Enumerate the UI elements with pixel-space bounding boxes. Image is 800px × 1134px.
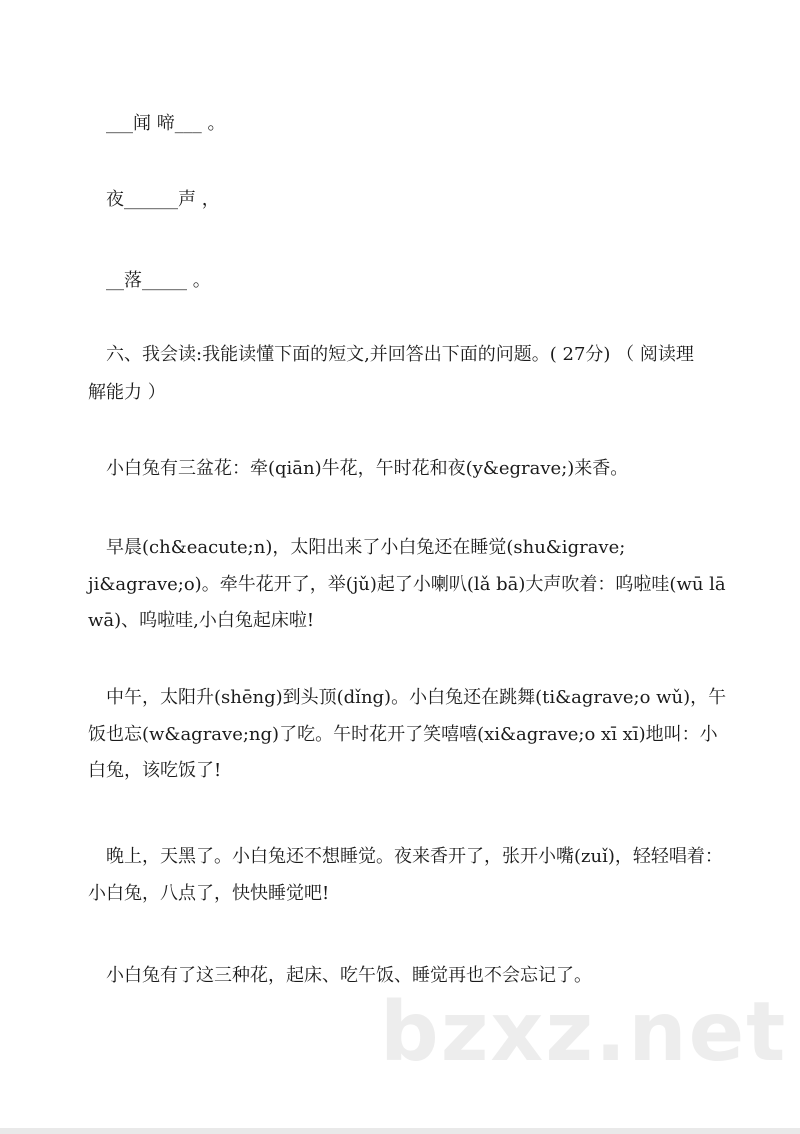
fill-blank-text-3: __落_____ 。 xyxy=(106,270,211,291)
passage-text-5: 小白兔有了这三种花，起床、吃午饭、睡觉再也不会忘记了。 xyxy=(106,965,592,986)
page-bottom-edge xyxy=(0,1128,800,1134)
fill-blank-line-1 xyxy=(88,110,738,138)
section-six-heading xyxy=(88,341,738,369)
section-six-heading-line-1: 六、我会读:我能读懂下面的短文,并回答出下面的问题。( 27分) （ 阅读理 xyxy=(106,344,694,365)
fill-blank-line-2 xyxy=(88,186,738,214)
passage-text-1: 小白兔有三盆花：牵(qiān)牛花，午时花和夜(y&egrave;)来香。 xyxy=(106,458,629,479)
passage-paragraph-2 xyxy=(88,530,728,640)
fill-blank-line-3 xyxy=(88,267,738,295)
section-six-heading-line-2: 解能力 ） xyxy=(88,382,166,403)
passage-text-3: 中午，太阳升(shēng)到头顶(dǐng)。小白兔还在跳舞(ti&agrave;o wǔ)，午饭也忘(w&agrave;ng)了吃。午时花开了笑嘻嘻(xi&agrave;o xī xī)地叫：小白兔，该吃饭了! xyxy=(88,687,727,781)
passage-paragraph-3 xyxy=(88,680,728,790)
section-six-heading-continued xyxy=(88,379,738,407)
passage-text-4: 晚上，天黑了。小白兔还不想睡觉。夜来香开了，张开小嘴(zuǐ)，轻轻唱着：小白兔，八点了，快快睡觉吧! xyxy=(88,846,723,904)
passage-paragraph-1 xyxy=(88,451,728,488)
passage-paragraph-4 xyxy=(88,839,728,912)
fill-blank-text-2: 夜______声 ， xyxy=(106,189,220,210)
watermark-logo: bzxz.net xyxy=(380,985,788,1080)
fill-blank-text-1: ___闻 啼___ 。 xyxy=(106,113,226,134)
passage-text-2: 早晨(ch&eacute;n)，太阳出来了小白兔还在睡觉(shu&igrave; ji&agrave;o)。牵牛花开了，举(jǔ)起了小喇叭(lǎ bā)大声吹着：呜啦哇(wū lā wā)、呜啦哇,小白兔起床啦! xyxy=(88,537,726,631)
